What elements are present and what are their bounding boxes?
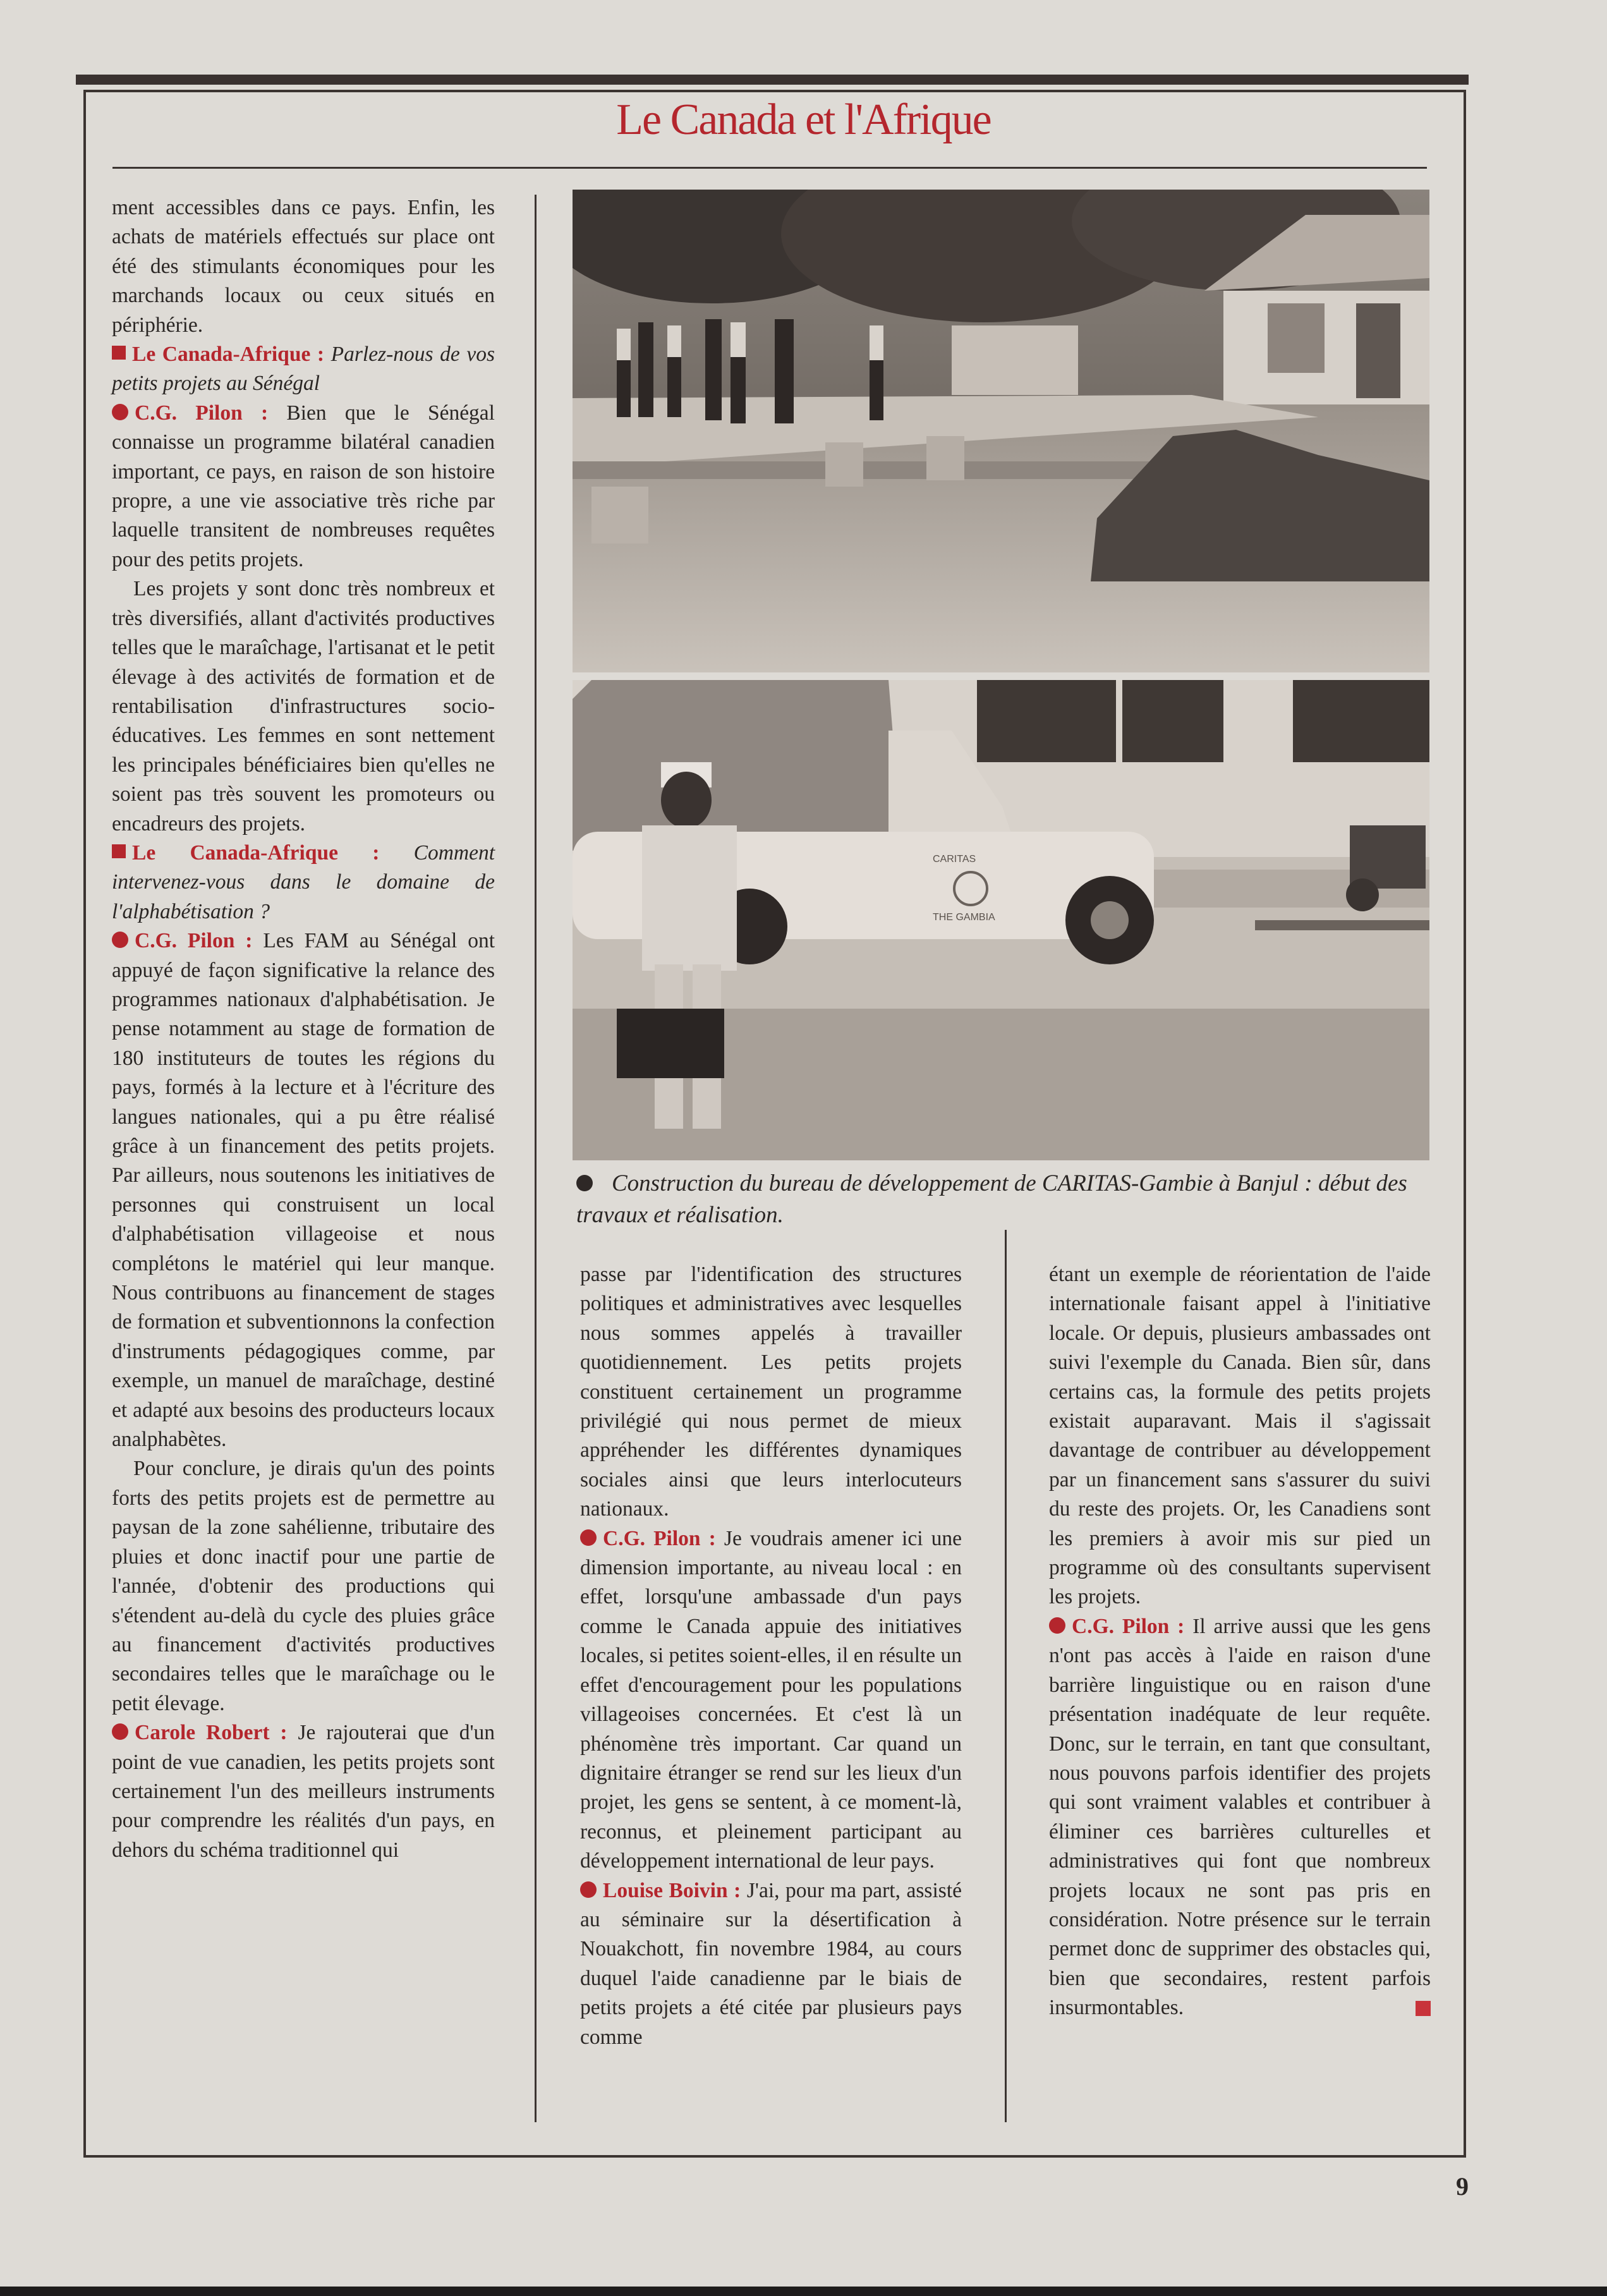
construction-site-photo	[573, 190, 1429, 672]
answer-text: Les FAM au Sénégal ont appuyé de façon significative la relance des programmes nationaux d'alphabétisation. Je pense notamment au stage de formation de 180 instituteurs de toutes les régions du pays, formés à la lecture et à l'écriture des langues nationales, qui a pu être réalisé grâce à un financement des petits projets. Par ailleurs, nous soutenons les initiatives de personnes qui construisent un local d'alphabétisation villageoise et nous complétons le matériel qui leur manque. Nous contribuons au financement de stages de formation et subventionnons la confection d'instruments pédagogiques comme, par exemple, un manuel de maraîchage, destiné et adapté aux besoins des producteurs locaux analphabètes.	[112, 929, 495, 1452]
column-2	[580, 1260, 962, 2052]
page-title: Le Canada et l'Afrique	[616, 95, 991, 144]
speaker-name: C.G. Pilon :	[1072, 1614, 1185, 1638]
paragraph: étant un exemple de réorientation de l'aide internationale faisant appel à l'initiative locale. Or depuis, plusieurs ambassades ont suivi l'exemple du Canada. Bien sûr, dans certains cas, la formule des petits projets existait auparavant. Mais il s'agissait davantage de contribuer au développement par un financement sans s'assurer du suivi du reste des projets. Or, les Canadiens sont les premiers à avoir mis sur pied un programme où des consultants supervisent les projets.	[1049, 1263, 1431, 1609]
paragraph: ment accessibles dans ce pays. Enfin, les achats de matériels effectués sur place ont été des stimulants économiques pour les marchands locaux ou ceux situés en périphérie.	[112, 196, 495, 337]
truck-text-gambia: THE GAMBIA	[933, 912, 995, 923]
answer-text: Je voudrais amener ici une dimension importante, au niveau local : en effet, lorsqu'une ambassade d'un pays comme le Canada appuie des initiatives locales, si petites soient-elles, il en résulte un effet d'encouragement pour les populations villageoises concernées. Et c'est là un phénomène très important. Car quand un dignitaire étranger se rend sur les lieux d'un projet, les gens se sentent, à ce moment-là, reconnus, et pleinement participant au développement international de leur pays.	[580, 1526, 962, 1873]
interview-question	[112, 839, 495, 926]
end-mark-icon	[1416, 2001, 1431, 2016]
paragraph: Les projets y sont donc très nombreux et très diversifiés, allant d'activités productives telles que le maraîchage, l'artisanat et le petit élevage à des activités de formation et de rentabilisation d'infrastructures socio-éducatives. Les femmes en sont nettement les principales bénéficiaires bien qu'elles ne soient pas très souvent les promoteurs ou encadreurs des projets.	[112, 577, 495, 835]
paragraph: Pour conclure, je dirais qu'un des points forts des petits projets est de permettre au paysan de la zone sahélienne, tributaire des pluies et donc inactif pour une partie de l'année, d'obtenir des productions qui s'étendent au-delà du cycle des pluies grâce au financement d'activités productives secondaires telles que le maraîchage ou le petit élevage.	[112, 1457, 495, 1715]
interview-answer	[112, 1718, 495, 1865]
question-text: Parlez-nous de vos petits projets au Sénégal	[112, 343, 495, 396]
speaker-name: Louise Boivin :	[603, 1878, 741, 1902]
round-bullet-icon	[112, 404, 128, 420]
answer-text: Je rajouterai que d'un point de vue canadien, les petits projets sont certainement l'un des meilleurs instruments pour comprendre les réalités d'un pays, en dehors du schéma traditionnel qui	[112, 1721, 495, 1862]
column-3	[1049, 1260, 1431, 2023]
title-rule	[112, 167, 1427, 169]
speaker-name: Le Canada-Afrique :	[132, 841, 380, 865]
paragraph: passe par l'identification des structures politiques et administratives avec lesquelles nous sommes appelés à travailler quotidiennement. Les petits projets constituent certainement un programme privilégié qui nous permet de mieux appréhender les différentes dynamiques sociales ainsi que leurs interlocuteurs nationaux.	[580, 1263, 962, 1521]
round-bullet-icon	[580, 1529, 597, 1546]
speaker-name: Carole Robert :	[135, 1721, 288, 1745]
truck-text-caritas: CARITAS	[933, 854, 976, 865]
speaker-name: C.G. Pilon :	[135, 401, 269, 425]
round-bullet-icon	[112, 932, 128, 948]
answer-text: J'ai, pour ma part, assisté au séminaire sur la désertification à Nouakchott, fin novembre 1984, au cours duquel l'aide canadienne par le biais de petits projets a été citée par plusieurs pays comme	[580, 1878, 962, 2049]
round-bullet-icon	[1049, 1617, 1065, 1634]
speaker-name: Le Canada-Afrique :	[132, 343, 325, 367]
caption-text: Construction du bureau de développement de CARITAS-Gambie à Banjul : début des travaux et réalisation.	[576, 1170, 1407, 1228]
header-bar	[76, 75, 1469, 85]
interview-answer	[112, 926, 495, 1454]
round-bullet-icon	[112, 1723, 128, 1740]
interview-answer	[580, 1524, 962, 1876]
page-number: 9	[1456, 2172, 1469, 2201]
interview-answer	[1049, 1612, 1431, 2023]
interview-question	[112, 340, 495, 399]
square-bullet-icon	[112, 346, 126, 360]
bottom-bar	[0, 2287, 1607, 2296]
square-bullet-icon	[112, 844, 126, 858]
answer-text: Bien que le Sénégal connaisse un programme bilatéral canadien important, ce pays, en raison de son histoire propre, a une vie associative très riche par laquelle transitent de nombreuses requêtes pour des petits projets.	[112, 401, 495, 571]
photo-caption	[576, 1168, 1417, 1231]
round-bullet-icon	[580, 1881, 597, 1898]
speaker-name: C.G. Pilon :	[135, 929, 253, 953]
column-1	[112, 193, 495, 1865]
column-divider-1	[535, 195, 537, 2122]
column-divider-2	[1005, 1230, 1007, 2122]
speaker-name: C.G. Pilon :	[603, 1526, 716, 1550]
answer-text: Il arrive aussi que les gens n'ont pas accès à l'aide en raison d'une barrière linguistique ou en raison d'une présentation inadéquate de leur requête. Donc, sur le terrain, en tant que consultant, nous pouvons parfois identifier des projets qui sont vraiment valables et contribuer à éliminer ces barrières culturelles et administratives qui font que nombreux projets locaux ne sont pas pris en considération. Notre présence sur le terrain permet donc de supprimer des obstacles qui, bien que secondaires, restent parfois insurmontables.	[1049, 1614, 1431, 2020]
interview-answer	[112, 399, 495, 574]
interview-answer	[580, 1876, 962, 2052]
caritas-truck-photo	[573, 680, 1429, 1160]
question-text: Comment intervenez-vous dans le domaine de l'alphabétisation ?	[112, 841, 495, 923]
caption-bullet-icon	[576, 1175, 593, 1191]
